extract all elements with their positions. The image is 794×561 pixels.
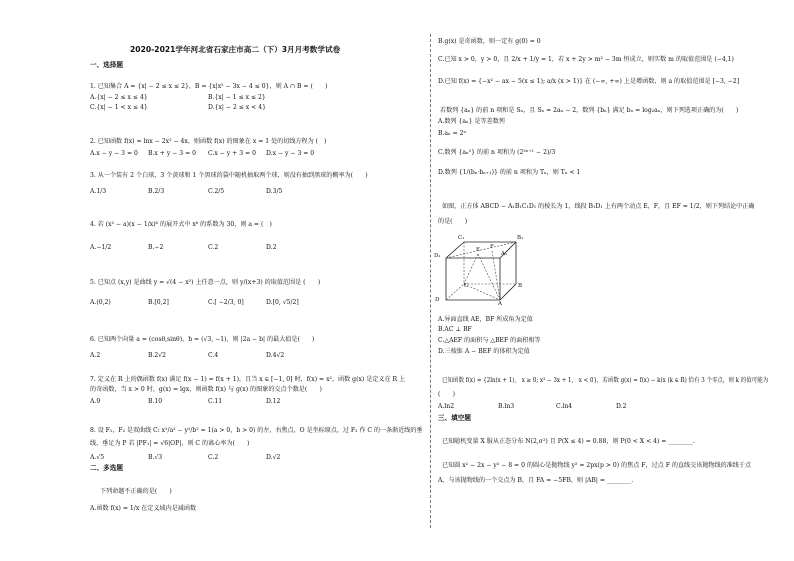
question-2-option-d[interactable]: D.x − y − 3 = 0 [266, 150, 315, 157]
question-9-option-c[interactable]: C.已知 x > 0，y > 0，且 2/x + 1/y = 1，若 x + 2y > m² − 3m 恒成立，则实数 m 的取值范围是 (−4,1) [438, 56, 734, 63]
cube-diagram [438, 228, 528, 308]
question-4-option-d[interactable]: D.2 [266, 244, 277, 251]
section-heading-single-choice: 一、选择题 [90, 61, 123, 69]
exam-title: 2020-2021学年河北省石家庄市高二（下）3月月考数学试卷 [130, 45, 341, 54]
question-8-option-a[interactable]: A.√5 [90, 454, 105, 461]
cube-label-b1: B₁ [517, 235, 524, 241]
question-9-option-b[interactable]: B.g(x) 是奇函数，则一定有 g(0) = 0 [438, 38, 541, 45]
section-heading-multiple-choice: 二、多选题 [90, 464, 123, 472]
question-10-option-a[interactable]: A.数列 {aₙ} 是等差数列 [438, 118, 505, 125]
question-8-stem-line1: 8. 设 F₁，F₂ 是双曲线 C: x²/a² − y²/b² = 1(a > 0，b > 0) 的左，右焦点，O 是坐标原点，过 F₂ 作 C 的一条渐近线的垂 [90, 427, 423, 434]
question-8-option-b[interactable]: B.√3 [148, 454, 163, 461]
question-9-option-d[interactable]: D.已知 f(x) = {−x² − ax − 5(x ≤ 1); a/x (x > 1)} 在 (−∞, +∞) 上是增函数，则 a 的取值范围是 [−3, −2] [438, 78, 740, 85]
cube-label-f: F [490, 244, 494, 250]
question-7-option-d[interactable]: D.12 [266, 398, 281, 405]
question-11-option-a[interactable]: A.异面直线 AE，BF 所成角为定值 [438, 316, 533, 323]
question-10-option-d[interactable]: D.数列 {1/(bₙ·bₙ₊₁)} 的前 n 项和为 Tₙ，则 Tₙ < 1 [438, 169, 581, 176]
question-3-option-d[interactable]: D.3/5 [266, 188, 283, 195]
question-3-option-a[interactable]: A.1/3 [90, 188, 107, 195]
question-2-option-b[interactable]: B.x + y − 3 = 0 [148, 150, 196, 157]
question-6-option-d[interactable]: D.4√2 [266, 352, 285, 359]
question-2-option-a[interactable]: A.x − y − 3 = 0 [90, 150, 138, 157]
question-14-stem-line2: A，与该抛物线的一个交点为 B，且 FA = −5FB，则 |AB| = ________. [438, 477, 634, 484]
question-5-option-b[interactable]: B.[0,2] [148, 299, 169, 306]
question-7-option-a[interactable]: A.9 [90, 398, 101, 405]
question-8-option-c[interactable]: C.2 [208, 454, 219, 461]
cube-label-d1: D₁ [434, 253, 441, 259]
question-7-option-c[interactable]: C.11 [208, 398, 223, 405]
question-6-option-b[interactable]: B.2√2 [148, 352, 167, 359]
question-8-option-d[interactable]: D.√2 [266, 454, 281, 461]
section-heading-fill-in: 三、填空题 [438, 414, 471, 422]
question-4-stem: 4. 若 (x² − a)(x − 1/x)⁶ 的展开式中 x⁶ 的系数为 30，则 a = ( ) [90, 221, 272, 228]
question-12-stem-line2: ( ) [438, 391, 455, 398]
question-3-stem: 3. 从一个装有 2 个白球，3 个黄球和 1 个黑球的袋中随机抽取两个球，则没有抽到黑球的概率为( ) [90, 172, 368, 179]
question-1-option-a[interactable]: A.{x| − 2 ≤ x ≤ 4} [90, 94, 148, 101]
question-12-option-a[interactable]: A.ln2 [438, 403, 455, 410]
question-1-option-d[interactable]: D.{x| − 2 ≤ x < 4} [208, 104, 266, 111]
question-5-stem: 5. 已知点 (x,y) 是曲线 y = √(4 − x²) 上任意一点，则 y/(x+3) 的取值范围是 ( ) [90, 279, 321, 286]
question-14-stem-line1: 已知圆 x² − 2x − y² − 8 = 0 的圆心是抛物线 y² = 2px(p > 0) 的焦点 F，过点 F 的直线交该抛物线的准线于点 [442, 462, 752, 469]
question-1-stem: 1. 已知集合 A = {x| − 2 ≤ x ≤ 2}，B = {x|x² − 3x − 4 ≤ 0}，则 A ∩ B = ( ) [90, 83, 328, 90]
question-6-option-c[interactable]: C.4 [208, 352, 219, 359]
question-12-option-c[interactable]: C.ln4 [556, 403, 573, 410]
question-7-stem-line1: 7. 定义在 R 上的偶函数 f(x) 满足 f(x − 1) = f(x + 1)，且当 x ∈ [−1, 0] 时，f(x) = x²，函数 g(x) 是定义在 R 上 [90, 376, 406, 383]
cube-label-b: B [518, 283, 523, 289]
question-11-option-c[interactable]: C.△AEF 的面积与 △BEF 的面积相等 [438, 337, 541, 344]
question-5-option-a[interactable]: A.(0,2) [90, 299, 111, 306]
cube-label-c1: C₁ [458, 235, 465, 241]
cube-label-c: C [464, 283, 469, 289]
question-4-option-a[interactable]: A.−1/2 [90, 244, 112, 251]
question-12-stem-line1: 已知函数 f(x) = {2ln(x + 1), x ≥ 0; x³ − 3x + 1, x < 0}，若函数 g(x) = f(x) − k(x (k ∈ R) 恰有 3 个零点，则 k 的值可能为 [442, 377, 769, 384]
cube-label-d: D [435, 297, 440, 303]
cube-label-e: E [476, 247, 481, 253]
question-12-option-d[interactable]: D.2 [616, 403, 627, 410]
question-10-option-c[interactable]: C.数列 {aₙ²} 的前 n 项和为 (2²ⁿ⁺¹ − 2)/3 [438, 149, 556, 156]
question-1-option-b[interactable]: B.{x| − 1 ≤ x ≤ 2} [208, 94, 266, 101]
question-12-option-b[interactable]: B.ln3 [498, 403, 515, 410]
question-6-option-a[interactable]: A.2 [90, 352, 101, 359]
question-1-option-c[interactable]: C.{x| − 1 < x ≤ 4} [90, 104, 148, 111]
question-11-stem-line2: 的是( ) [438, 218, 468, 225]
question-4-option-b[interactable]: B.−2 [148, 244, 164, 251]
question-8-stem-line2: 线，垂足为 P 若 |PF₁| = √6|OP|，则 C 的离心率为( ) [90, 440, 250, 447]
cube-label-a: A [498, 301, 502, 307]
question-3-option-b[interactable]: B.2/3 [148, 188, 165, 195]
column-divider [430, 34, 431, 528]
question-13-stem: 已知随机变量 X 服从正态分布 N(2,σ²) 且 P(X ≤ 4) = 0.88，则 P(0 < X < 4) = ________. [442, 438, 695, 445]
question-3-option-c[interactable]: C.2/5 [208, 188, 225, 195]
question-2-option-c[interactable]: C.x − y + 3 = 0 [208, 150, 256, 157]
question-5-option-d[interactable]: D.[0, √5/2] [266, 299, 299, 306]
question-10-option-b[interactable]: B.aₙ = 2ⁿ [438, 130, 467, 137]
question-11-option-d[interactable]: D.三棱锥 A − BEF 的体积为定值 [438, 348, 530, 355]
question-11-option-b[interactable]: B.AC ⊥ BF [438, 326, 472, 333]
question-2-stem: 2. 已知函数 f(x) = lnx − 2x² − 4x，则函数 f(x) 的图象在 x = 1 处的切线方程为 ( ) [90, 138, 327, 145]
question-5-option-c[interactable]: C.[ −2/3, 0] [208, 299, 244, 306]
question-4-option-c[interactable]: C.2 [208, 244, 219, 251]
question-9-option-a[interactable]: A.函数 f(x) = 1/x 在定义域内是减函数 [90, 505, 197, 512]
question-6-stem: 6. 已知两个向量 a = (cosθ,sinθ)，b = (√3, −1)，则 |2a − b| 的最大值是( ) [90, 336, 315, 343]
question-9-stem: 下列命题不正确的是( ) [100, 488, 172, 495]
question-7-stem-line2: 的奇函数，当 x > 0 时，g(x) = lgx，则函数 f(x) 与 g(x) 的图象的交点个数是( ) [90, 386, 322, 393]
question-7-option-b[interactable]: B.10 [148, 398, 163, 405]
question-10-stem: 若数列 {aₙ} 的前 n 项和是 Sₙ，且 Sₙ = 2aₙ − 2，数列 {bₙ} 满足 bₙ = log₂aₙ，则下列选项正确的为( ) [440, 107, 739, 114]
cube-label-a1: A₁ [501, 251, 508, 257]
question-11-stem-line1: 如图，正方体 ABCD − A₁B₁C₁D₁ 的棱长为 1，线段 B₁D₁ 上有两个动点 E，F，且 EF = 1/2，则下列结论中正确 [442, 203, 755, 210]
